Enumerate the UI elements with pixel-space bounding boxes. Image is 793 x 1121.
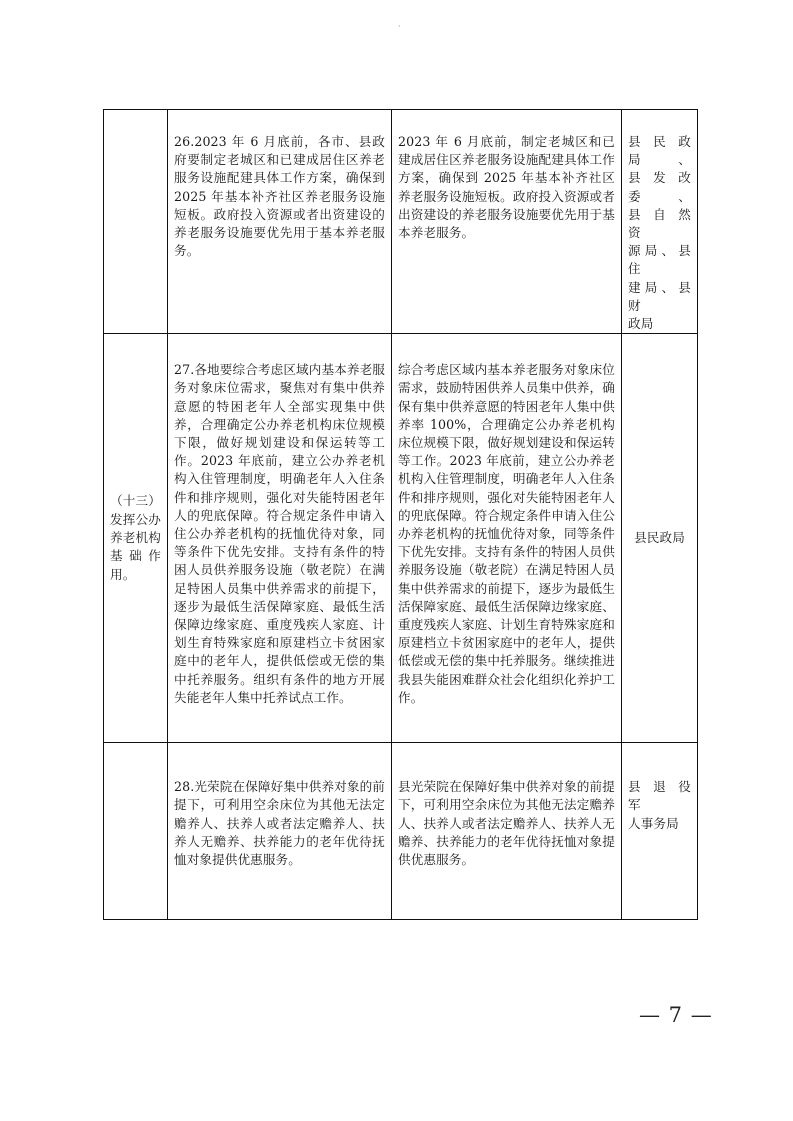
department-cell bbox=[622, 334, 698, 743]
county-measure-cell bbox=[392, 110, 622, 334]
county-measure-cell bbox=[392, 743, 622, 920]
department-text bbox=[622, 110, 697, 333]
department-line: 县 自 然 资 bbox=[628, 206, 691, 241]
task-cell bbox=[104, 743, 168, 920]
department-line: 源局、县住 bbox=[628, 243, 691, 277]
measure-cell bbox=[168, 743, 392, 920]
task-line: 发挥公办 bbox=[110, 511, 161, 527]
task-cell bbox=[104, 334, 168, 743]
department-line: 人事务局 bbox=[628, 815, 679, 831]
table-row bbox=[104, 743, 698, 920]
department-line: 县民政局、 bbox=[628, 134, 691, 168]
department-cell bbox=[622, 743, 698, 920]
measure-text: 27.各地要综合考虑区域内基本养老服务对象床位需求，聚焦对有集中供养意愿的特困老年人全部实现集中供养，合理确定公办养老机构床位规模下限，做好规划建设和保运转等工作。2023 年底前，建立公办养老机构入住管理制度，明确老年人入住条件和排序规则，强化对失能特困老年人的兜底保障。符合规定条件申请入住公办养老机构的抚恤优待对象，同等条件下优先安排。支持有条件的特困人员供养服务设施（敬老院）在满足特困人员集中供养需求的前提下，逐步为最低生活保障家庭、最低生活保障边缘家庭、重度残疾人家庭、计划生育特殊家庭和原建档立卡贫困家庭中的老年人，提供低偿或无偿的集中托养服务。组织有条件的地方开展失能老年人集中托养试点工作。 bbox=[174, 362, 385, 705]
task-text bbox=[104, 492, 167, 584]
department-text bbox=[622, 743, 697, 833]
task-cell bbox=[104, 110, 168, 334]
department-line: 县发改委、 bbox=[628, 170, 691, 204]
department-cell bbox=[622, 110, 698, 334]
policy-table bbox=[103, 109, 698, 920]
measure-text: 28.光荣院在保障好集中供养对象的前提下，可利用空余床位为其他无法定赡养人、扶养人或者法定赡养人、扶养人无赡养、扶养能力的老年优待抚恤对象提供优惠服务。 bbox=[174, 779, 385, 868]
task-line: （十三） bbox=[110, 493, 161, 509]
county-measure-cell bbox=[392, 334, 622, 743]
department-line: 县 退 役 军 bbox=[628, 779, 691, 813]
measure-text: 26.2023 年 6 月底前，各市、县政府要制定老城区和已建成居住区养老服务设施配建具体工作方案，确保到 2025 年基本补齐社区养老服务设施短板。政府投入资源或者出资建设的养老服务设施要优先用于基本养老服务。 bbox=[174, 134, 385, 259]
county-measure-text: 县光荣院在保障好集中供养对象的前提下，可利用空余床位为其他无法定赡养人、扶养人或者法定赡养人、扶养人无赡养、扶养能力的老年优待抚恤对象提供优惠服务。 bbox=[398, 779, 615, 868]
county-measure-text: 2023 年 6 月底前，制定老城区和已建成居住区养老服务设施配建具体工作方案，确保到 2025 年基本补齐社区养老服务设施短板。政府投入资源或者出资建设的养老服务设施要优先用于基本养老服务。 bbox=[398, 134, 615, 241]
county-measure-text: 综合考虑区域内基本养老服务对象床位需求，鼓励特困供养人员集中供养，确保有集中供养意愿的特困老年人集中供养率 100%，合理确定公办养老机构床位规模下限，做好规划建设和保运转等工作。2023 年底前，建立公办养老机构入住管理制度，明确老年人入住条件和排序规则，强化对失能特困老年人的兜底保障。符合规定条件申请入住公办养老机构的抚恤优待对象，同等条件下优先安排。支持有条件的特困人员供养服务设施（敬老院）在满足特困人员集中供养需求的前提下，逐步为最低生活保障家庭、最低生活保障边缘家庭、重度残疾人家庭、计划生育特殊家庭和原建档立卡贫困家庭中的老年人，提供低偿或无偿的集中托养服务。继续推进我县失能困难群众社会化组织化养护工作。 bbox=[398, 362, 615, 705]
table-row bbox=[104, 110, 698, 334]
measure-cell bbox=[168, 334, 392, 743]
department-line: 政局 bbox=[628, 316, 654, 332]
department-line: 建局、县财 bbox=[628, 279, 691, 313]
page-number: — 7 — bbox=[639, 1003, 713, 1027]
task-line: 用。 bbox=[110, 566, 136, 582]
scan-mark: · bbox=[398, 22, 401, 31]
task-line: 基 础 作 bbox=[110, 548, 161, 564]
task-line: 养老机构 bbox=[110, 530, 161, 546]
table-row bbox=[104, 334, 698, 743]
department-text: 县民政局 bbox=[634, 530, 685, 546]
measure-cell bbox=[168, 110, 392, 334]
